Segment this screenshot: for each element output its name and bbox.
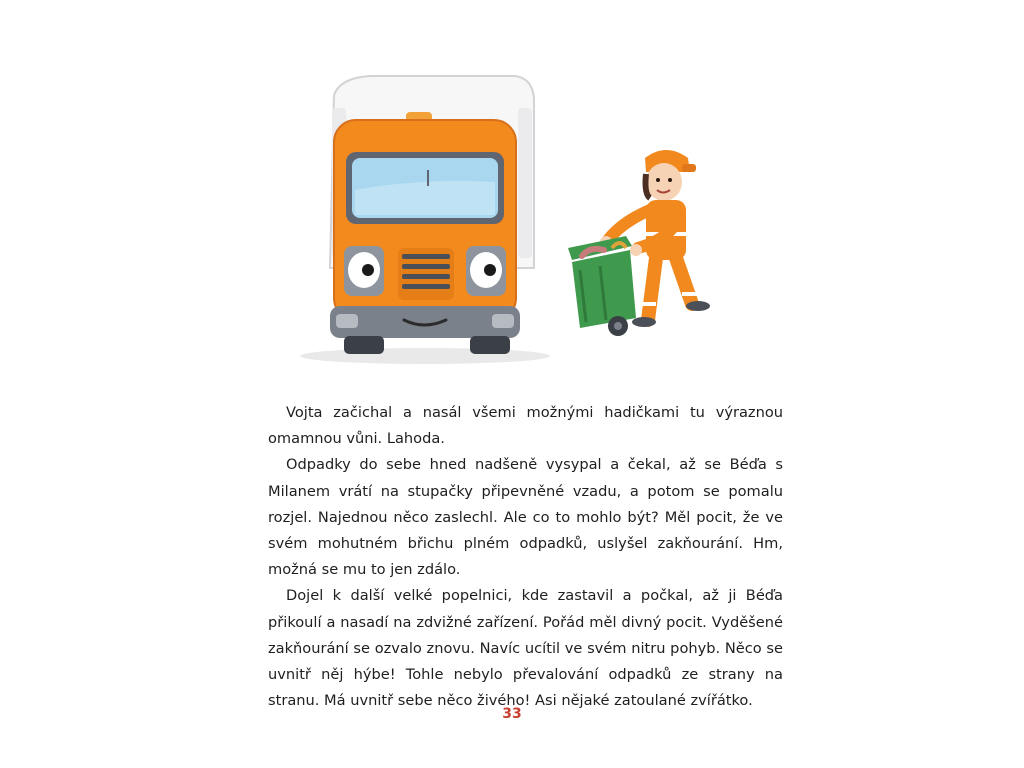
garbage-truck-icon [300, 76, 550, 364]
page-number: 33 [502, 706, 522, 722]
paragraph-3: Dojel k další velké popelnici, kde zastavil a počkal, až ji Béďa přikoulí a nasadí na zdvižné zařízení. Pořád měl divný pocit. Vyděšené zakňourání se ozvalo znovu. Navíc ucítil ve svém nitru pohyb. Něco se uvnitř něj hýbe! Tohle nebylo převalování odpadků ze strany na stranu. Má uvnitř sebe něco živého! Asi nějaké zatoulané zvířátko. [268, 587, 783, 710]
trash-bin-icon [568, 236, 636, 336]
story-text [268, 400, 783, 714]
paragraph-1: Vojta začichal a nasál všemi možnými hadičkami tu výraznou omamnou vůni. Lahoda. [268, 404, 783, 448]
garbage-truck-illustration [300, 70, 720, 370]
paragraph-2: Odpadky do sebe hned nadšeně vysypal a čekal, až se Béďa s Milanem vrátí na stupačky připevněné vzadu, a potom se pomalu rozjel. Najednou něco zaslechl. Ale co to mohlo být? Měl pocit, že ve svém mohutném břichu plném odpadků, uslyšel zakňourání. Hm, možná se mu to jen zdálo. [268, 456, 783, 579]
